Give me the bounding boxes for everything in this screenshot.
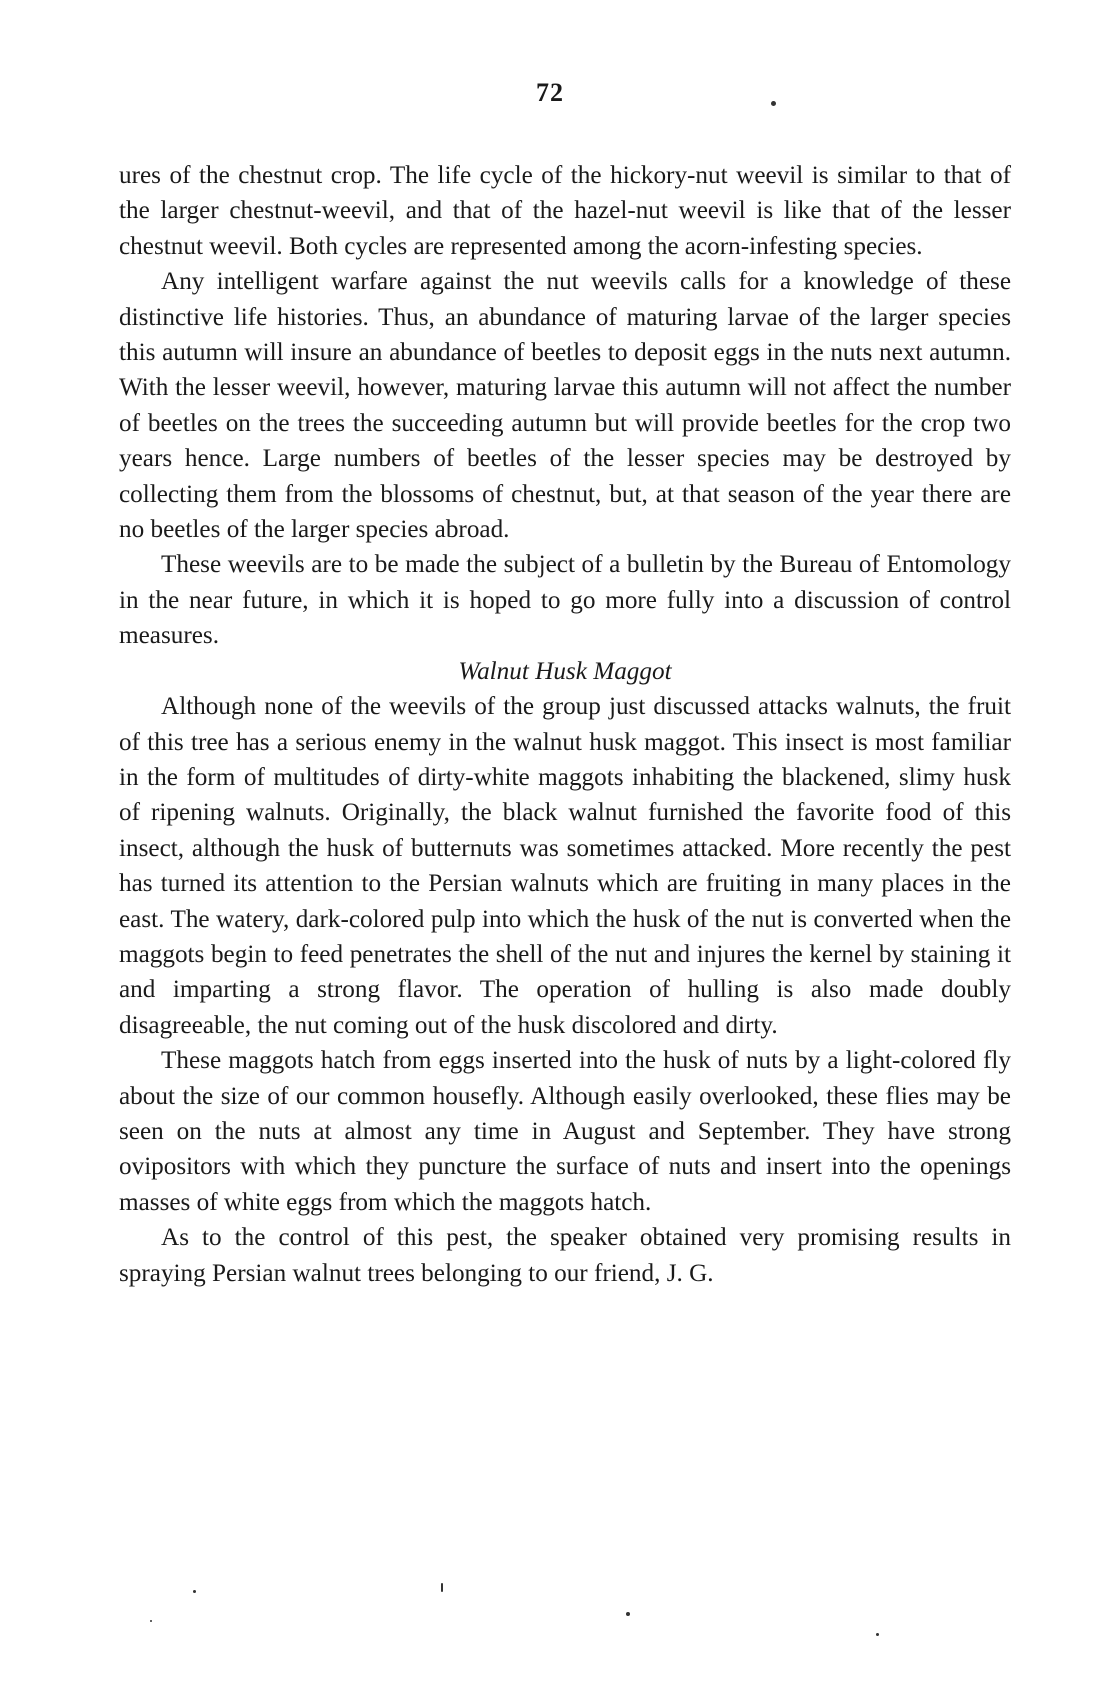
paragraph-weevil-warfare: Any intelligent warfare against the nut weevils calls for a knowledge of these distinctive life histories. Thus, an abundance of maturing larvae of the larger species this autumn will insure an abundance of beetles to deposit eggs in the nuts next autumn. With the lesser weevil, however, maturing larvae this autumn will not affect the number of beetles on the trees the succeeding autumn but will provide beetles for the crop two years hence. Large numbers of beetles of the lesser species may be destroyed by collecting them from the blossoms of chestnut, but, at that season of the year there are no beetles of the larger species abroad. <box>119 268 1011 544</box>
scan-speck <box>441 1583 443 1592</box>
scan-speck <box>876 1633 879 1636</box>
page-number: 72 <box>536 78 564 107</box>
paragraph-continued: ures of the chestnut crop. The life cycle of the hickory-nut weevil is similar to that of the larger chestnut-weevil, and that of the hazel-nut weevil is like that of the lesser chestnut weevil. Both cycles are represented among the acorn-infesting species. <box>119 162 1011 260</box>
scan-speck <box>771 101 776 106</box>
scan-speck <box>626 1612 630 1616</box>
scan-speck <box>150 1620 152 1622</box>
paragraph-fly-eggs: These maggots hatch from eggs inserted into the husk of nuts by a light-colored fly about the size of our common housefly. Although easily overlooked, these flies may be seen on the nuts at almost any time in August and September. They have strong ovipositors with which they puncture the surface of nuts and insert into the openings masses of white eggs from which the maggots hatch. <box>119 1047 1011 1216</box>
scan-speck <box>193 1590 196 1593</box>
section-heading: Walnut Husk Maggot <box>458 657 672 685</box>
paragraph-bulletin: These weevils are to be made the subject of a bulletin by the Bureau of Entomology in the near future, in which it is hoped to go more fully into a discussion of control measures. <box>119 551 1011 650</box>
body-text <box>119 158 1011 1291</box>
paragraph-control: As to the control of this pest, the speaker obtained very promising results in spraying Persian walnut trees belonging to our friend, J. G. <box>119 1224 1011 1287</box>
paragraph-husk-maggot: Although none of the weevils of the group just discussed attacks walnuts, the fruit of this tree has a serious enemy in the walnut husk maggot. This insect is most familiar in the form of multitudes of dirty-white maggots inhabiting the blackened, slimy husk of ripening walnuts. Originally, the black walnut furnished the favorite food of this insect, although the husk of butternuts was sometimes attacked. More recently the pest has turned its attention to the Persian walnuts which are fruiting in many places in the east. The watery, dark-colored pulp into which the husk of the nut is converted when the maggots begin to feed penetrates the shell of the nut and injures the kernel by staining it and imparting a strong flavor. The operation of hulling is also made doubly disagreeable, the nut coming out of the husk discolored and dirty. <box>119 693 1011 1039</box>
